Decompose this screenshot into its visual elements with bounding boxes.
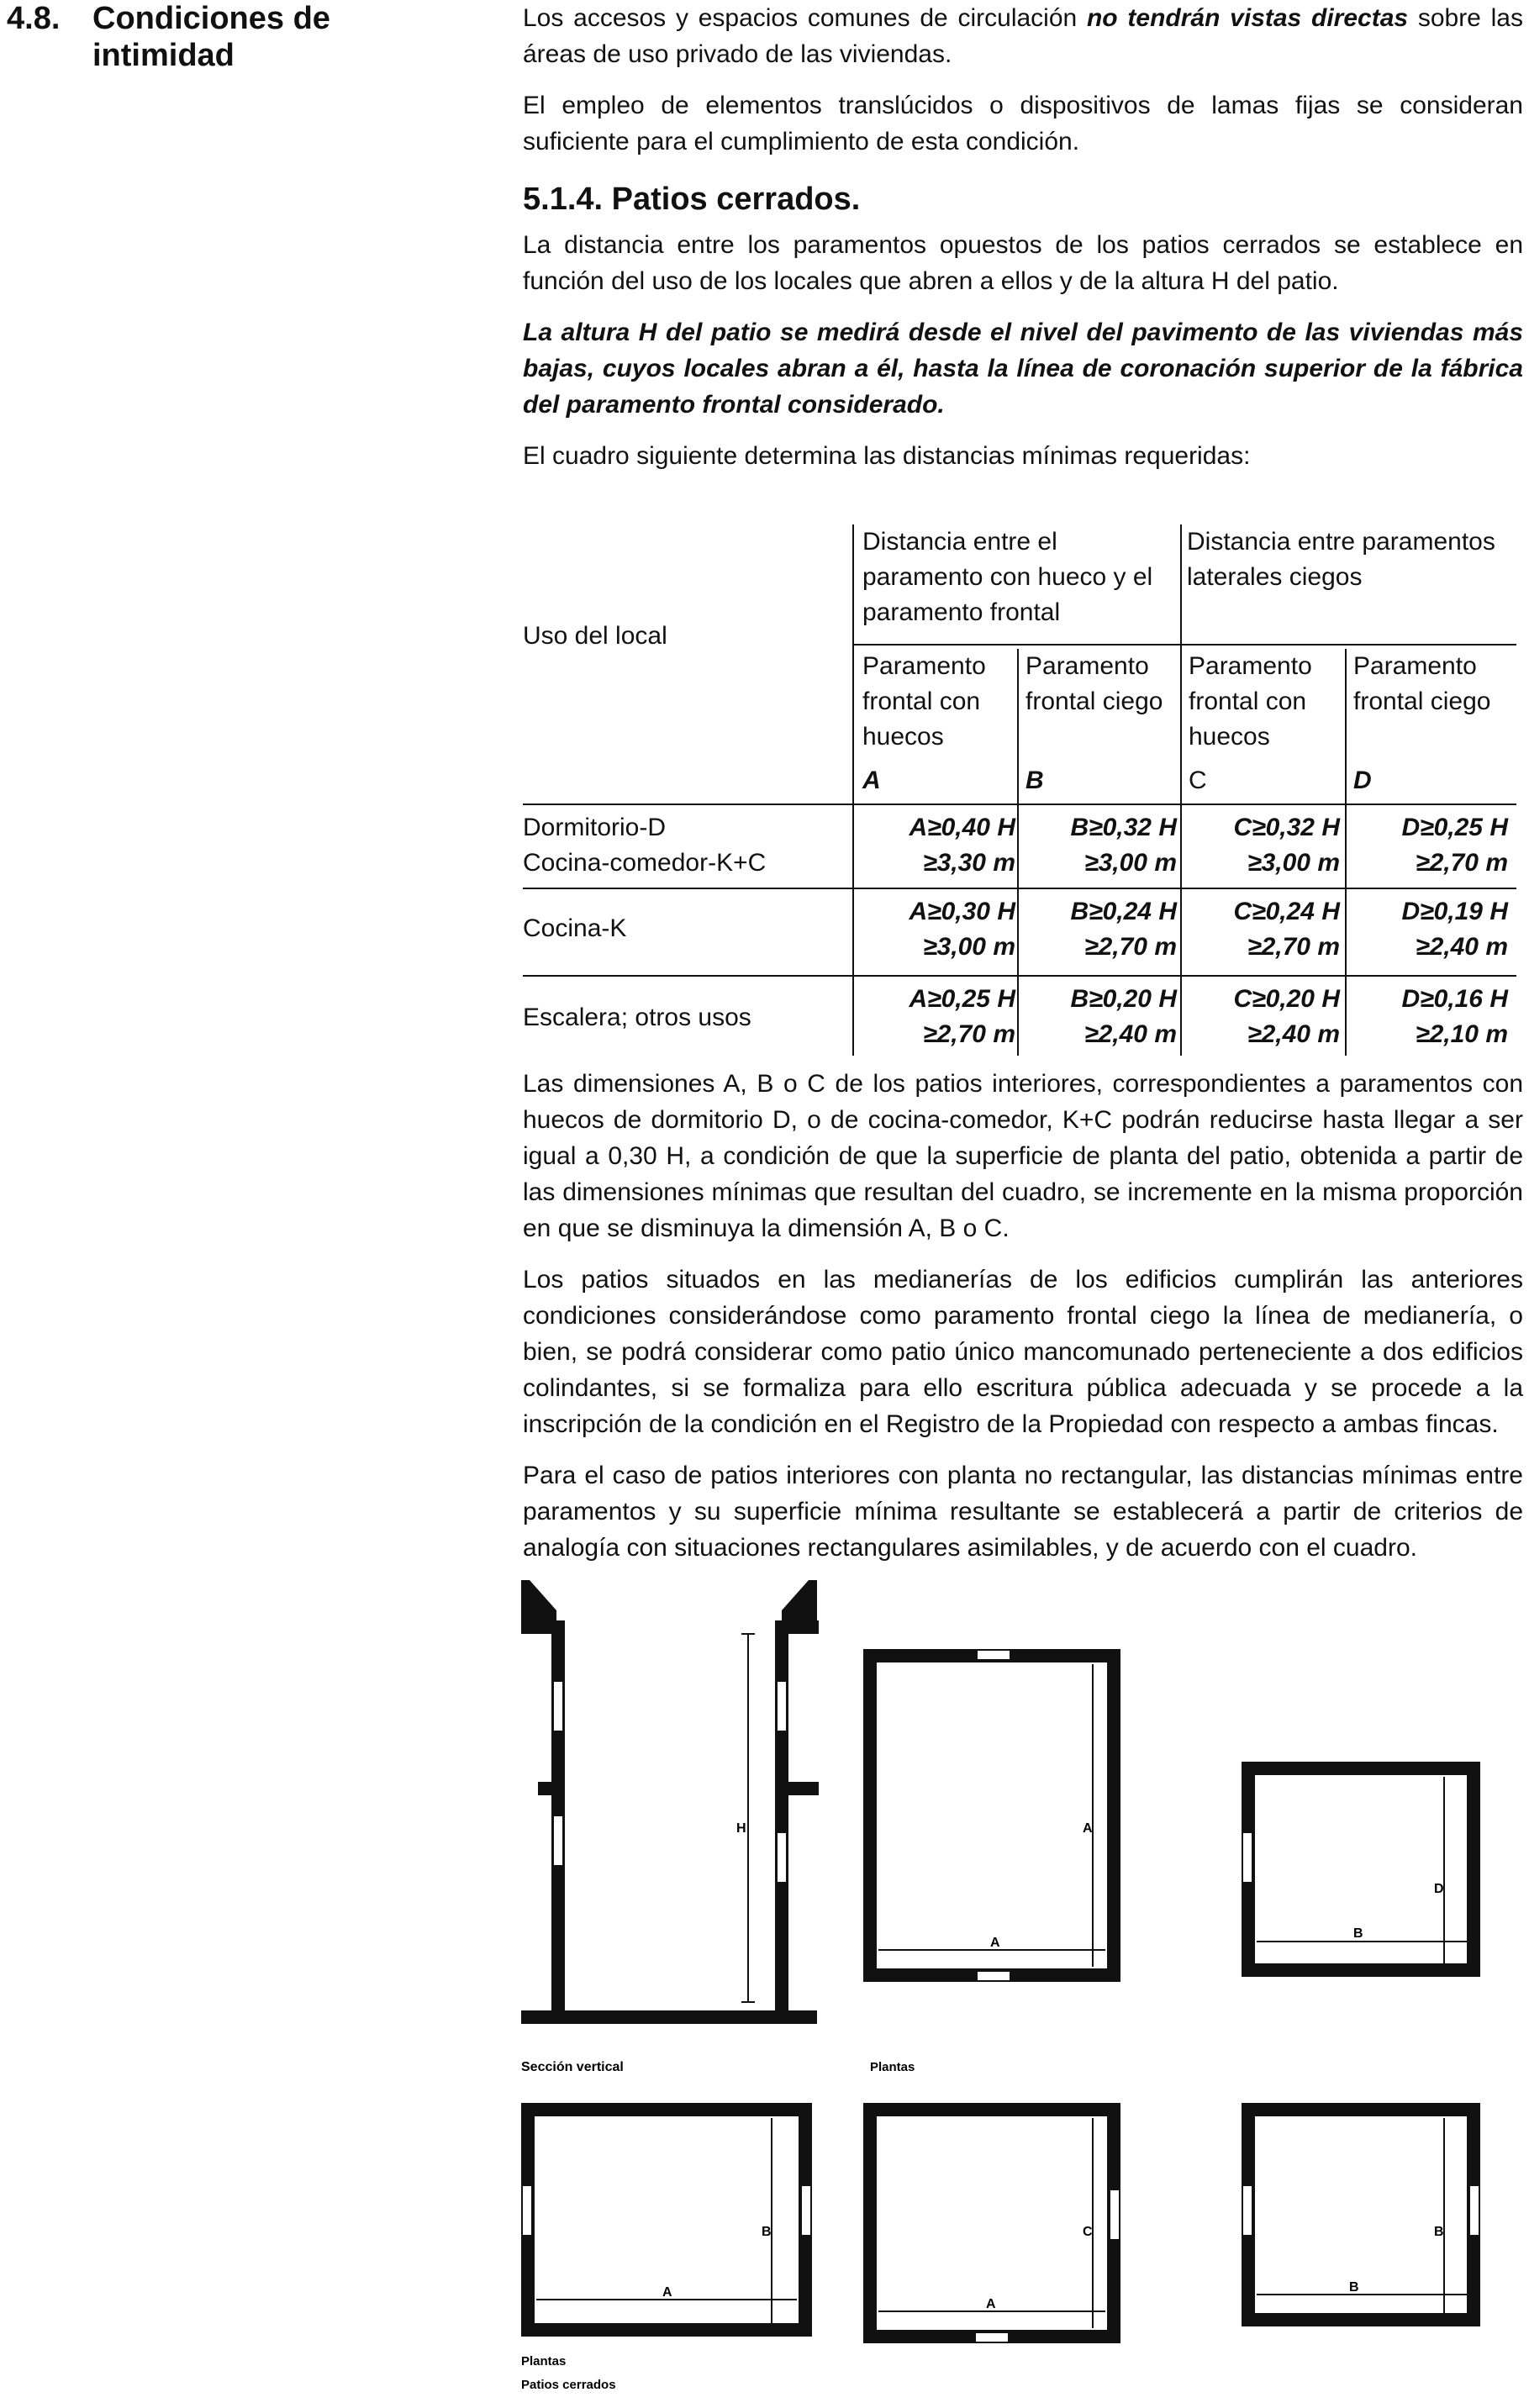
value-cell: ≥2,40 m [1416,933,1508,961]
table-rule [523,888,1516,889]
patios-figures [504,1580,1513,2404]
value-cell: ≥3,00 m [923,933,1015,961]
subsection-paragraph-1: La distancia entre los paramentos opuestos de los patios cerrados se establece en función del uso de los locales que abren a ellos y de la altura H del patio. [523,231,1523,295]
after-paragraph-1: Las dimensiones A, B o C de los patios interiores, correspondientes a paramentos con huecos de dormitorio D, o de cocina-comedor, K+C podrán reducirse hasta llegar a ser igual a 0,30 H, a condición de que la superficie de planta del patio, obtenida a partir de las dimensiones mínimas que resultan del cuadro, se incremente en la misma proporción en que se disminuya la dimensión A, B o C. [523,1070,1523,1242]
row-use-2: Cocina-comedor-K+C [523,849,767,877]
value-cell: C≥0,24 H [1233,898,1340,925]
plan-drawing-2 [1242,1768,1474,1970]
value-cell: B≥0,32 H [1070,814,1177,841]
value-cell: B≥0,20 H [1070,985,1177,1013]
group-header-2: Distancia entre paramentos laterales ciegos [1187,528,1495,591]
label-a: A [1083,1821,1093,1836]
intro-emphasis: no tendrán vistas directas [1086,4,1409,32]
table-rule [1017,649,1019,1056]
col-header-a: Paramento frontal con huecos [862,652,986,751]
col-header-d: Paramento frontal ciego [1353,652,1491,715]
col-letter-d: D [1353,767,1372,794]
value-cell: ≥2,40 m [1084,1020,1177,1048]
label-b: B [1434,2225,1444,2239]
table-intro: El cuadro siguiente determina las distancias mínimas requeridas: [523,442,1251,470]
row-header: Uso del local [523,622,667,650]
caption-section: Sección vertical [521,2060,624,2074]
col-header-b: Paramento frontal ciego [1025,652,1163,715]
col-header-c: Paramento frontal con huecos [1189,652,1312,751]
intro-paragraph-2: El empleo de elementos translúcidos o dispositivos de lamas fijas se consideran suficiente para el cumplimiento de esta condición. [523,92,1523,155]
value-cell: D≥0,25 H [1401,814,1508,841]
intro-text: Los accesos y espacios comunes de circulación [523,4,1087,32]
table-rule [523,804,1516,805]
label-a: A [990,1936,1000,1950]
row-use: Cocina-K [523,914,627,942]
label-b: B [1353,1926,1363,1941]
caption-plantas-bottom: Plantas [521,2354,567,2368]
value-cell: C≥0,20 H [1233,985,1340,1013]
col-letter-c: C [1189,767,1207,794]
col-letter-b: B [1025,767,1044,794]
label-b: B [1349,2280,1359,2295]
caption-patios: Patios cerrados [521,2378,616,2392]
table-rule [852,644,1516,645]
col-letter-a: A [862,767,881,794]
value-cell: D≥0,19 H [1401,898,1508,925]
value-cell: D≥0,16 H [1401,985,1508,1013]
value-cell: C≥0,32 H [1233,814,1340,841]
plan-drawing-3 [522,2110,811,2330]
subsection-paragraph-2: La altura H del patio se medirá desde el nivel del pavimento de las viviendas más bajas, cuyos locales abran a él, hasta la línea de coronación superior de la fábrica del paramento frontal considerado. [523,319,1523,419]
label-a: A [986,2297,996,2311]
label-c: C [1083,2225,1093,2239]
after-table-text [523,1066,1523,1581]
row-use: Escalera; otros usos [523,1004,751,1031]
subsection-title: 5.1.4. Patios cerrados. [523,182,861,217]
value-cell: ≥3,30 m [923,849,1015,877]
after-paragraph-3: Para el caso de patios interiores con planta no rectangular, las distancias mínimas entre paramentos y su superficie mínima resultante se establecerá a partir de criterios de analogía con situaciones rectangulares asimilables, y de acuerdo con el cuadro. [523,1462,1523,1562]
plan-drawing-1 [870,1650,1114,1981]
group-header-1: Distancia entre el paramento con hueco y el paramento frontal [862,528,1153,626]
value-cell: ≥2,10 m [1416,1020,1508,1048]
value-cell: ≥2,70 m [1084,933,1177,961]
value-cell: ≥2,70 m [923,1020,1015,1048]
main-column [523,0,1523,489]
row-use: Dormitorio-D [523,814,667,841]
table-rule [523,975,1516,977]
label-d: D [1434,1882,1444,1896]
section-number: 4.8. [7,1,61,36]
after-paragraph-2: Los patios situados en las medianerías de los edificios cumplirán las anteriores condiciones considerándose como paramento frontal ciego la línea de medianería, o bien, se podrá considerar como patio único mancomunado perteneciente a dos edificios colindantes, si se formaliza para ello escritura pública adecuada y se procede a la inscripción de la condición en el Registro de la Propiedad con respecto a ambas fincas. [523,1266,1523,1438]
value-cell: ≥2,70 m [1416,849,1508,877]
label-h: H [736,1821,746,1836]
intro-text-end: sobre las áreas de uso privado de las viviendas. [523,4,1523,68]
plan-drawing-4 [870,2110,1120,2342]
section-title-line1: Condiciones de [92,1,330,36]
value-cell: A≥0,25 H [909,985,1015,1013]
value-cell: A≥0,40 H [909,814,1015,841]
value-cell: ≥2,70 m [1247,933,1340,961]
value-cell: A≥0,30 H [909,898,1015,925]
distances-table [523,524,1523,1062]
value-cell: B≥0,24 H [1070,898,1177,925]
label-b: B [762,2225,772,2239]
value-cell: ≥2,40 m [1247,1020,1340,1048]
label-a: A [662,2285,672,2300]
intro-paragraph-1 [523,0,1523,72]
value-cell: ≥3,00 m [1084,849,1177,877]
caption-plantas-top: Plantas [870,2060,915,2074]
plan-drawing-5 [1242,2110,1479,2320]
table-rule [1345,649,1347,1056]
value-cell: ≥3,00 m [1247,849,1340,877]
section-title-line2: intimidad [92,38,235,73]
section-vertical-drawing [521,1580,819,2024]
